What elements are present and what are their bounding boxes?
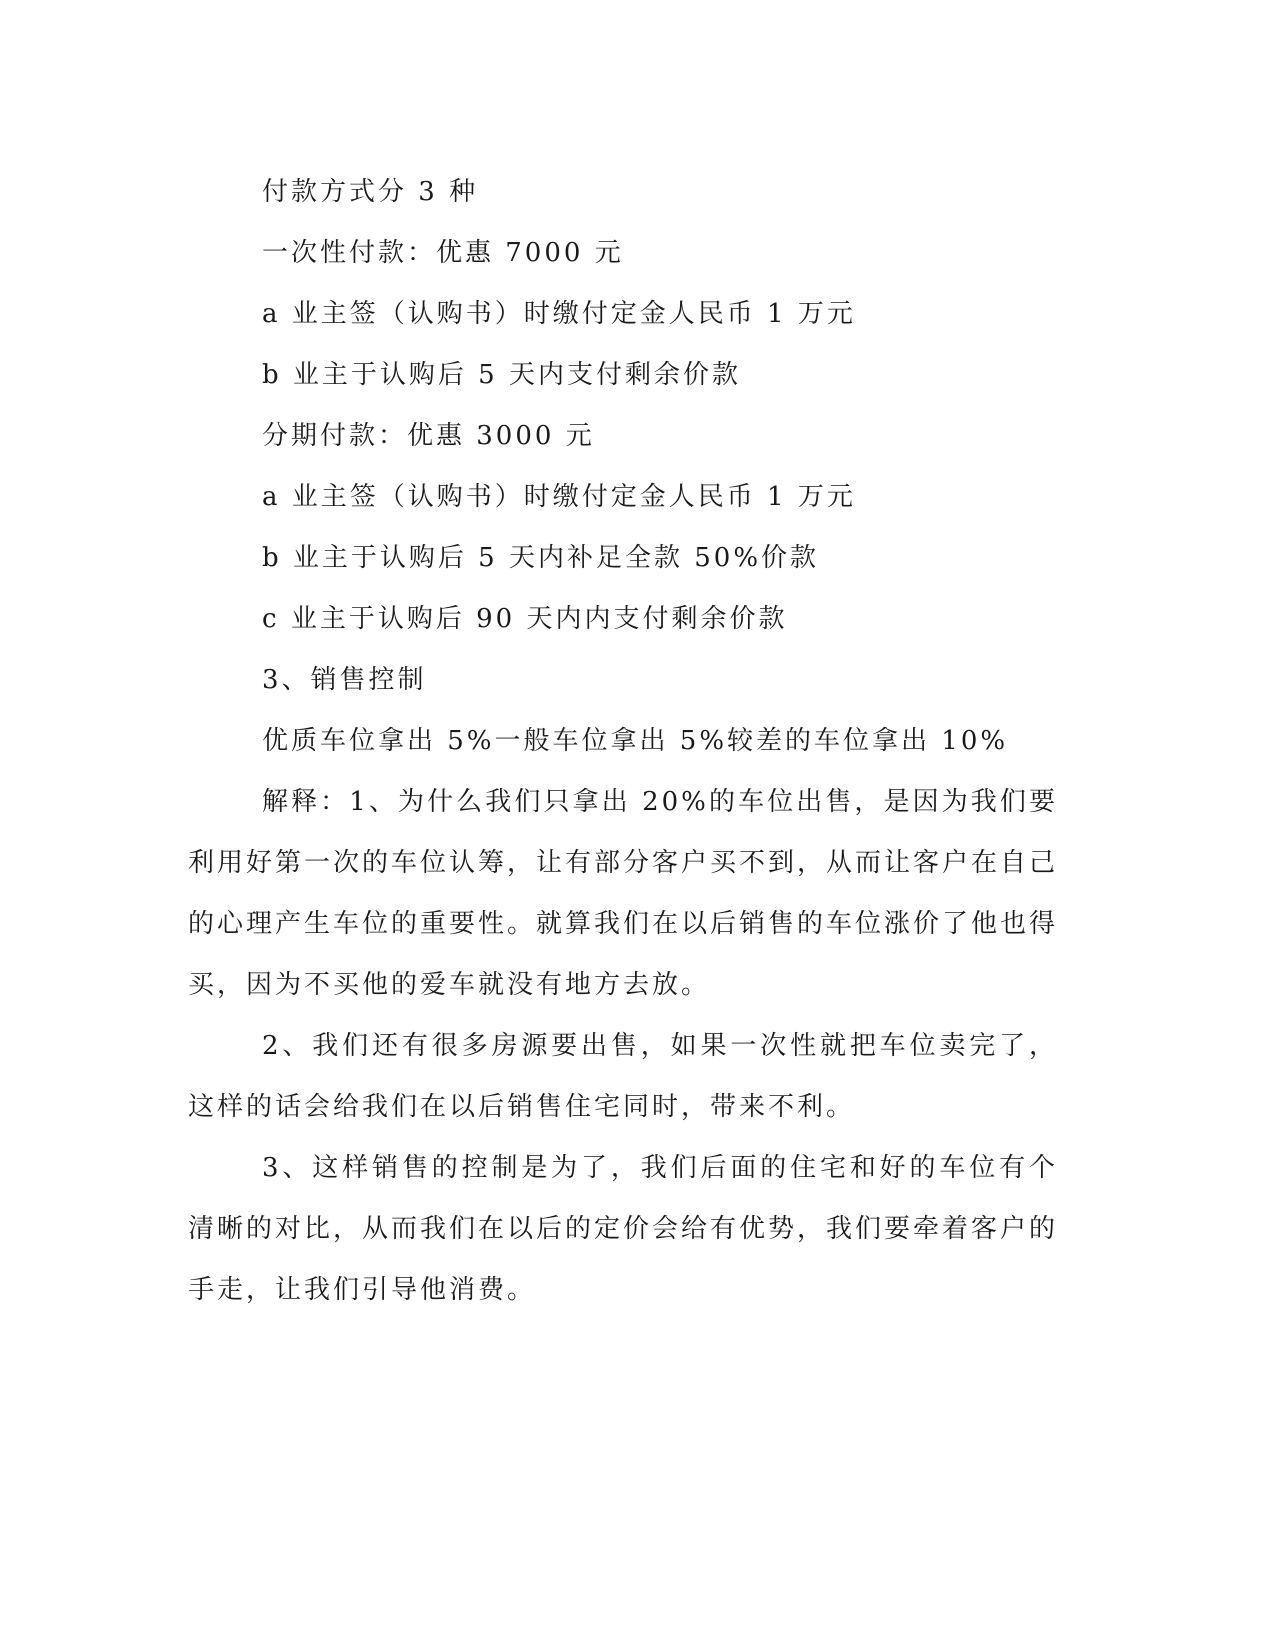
explanation-paragraph-1: 解释：1、为什么我们只拿出 20%的车位出售，是因为我们要利用好第一次的车位认筹，让有部分客户买不到，从而让客户在自己的心理产生车位的重要性。就算我们在以后销售的车位涨价了他也得买，因为不买他的爱车就没有地方去放。 [188, 787, 1059, 1000]
document-body [188, 162, 1058, 1321]
installment-item-b: b 业主于认购后 5 天内补足全款 50%价款 [262, 543, 820, 573]
installment-item-c: c 业主于认购后 90 天内内支付剩余价款 [262, 604, 788, 634]
payment-methods-heading: 付款方式分 3 种 [262, 177, 479, 207]
sales-control-ratio-line: 优质车位拿出 5%一般车位拿出 5%较差的车位拿出 10% [262, 726, 1009, 756]
explanation-paragraph-2: 2、我们还有很多房源要出售，如果一次性就把车位卖完了，这样的话会给我们在以后销售住宅同时，带来不利。 [188, 1031, 1058, 1122]
lump-sum-payment-line: 一次性付款：优惠 7000 元 [262, 238, 624, 268]
installment-payment-line: 分期付款：优惠 3000 元 [262, 421, 595, 451]
lump-sum-item-b: b 业主于认购后 5 天内支付剩余价款 [262, 360, 741, 390]
installment-item-a: a 业主签（认购书）时缴付定金人民币 1 万元 [262, 482, 856, 512]
lump-sum-item-a: a 业主签（认购书）时缴付定金人民币 1 万元 [262, 299, 856, 329]
sales-control-heading: 3、销售控制 [262, 665, 427, 695]
explanation-paragraph-3: 3、这样销售的控制是为了，我们后面的住宅和好的车位有个清晰的对比，从而我们在以后的定价会给有优势，我们要牵着客户的手走，让我们引导他消费。 [188, 1153, 1059, 1305]
